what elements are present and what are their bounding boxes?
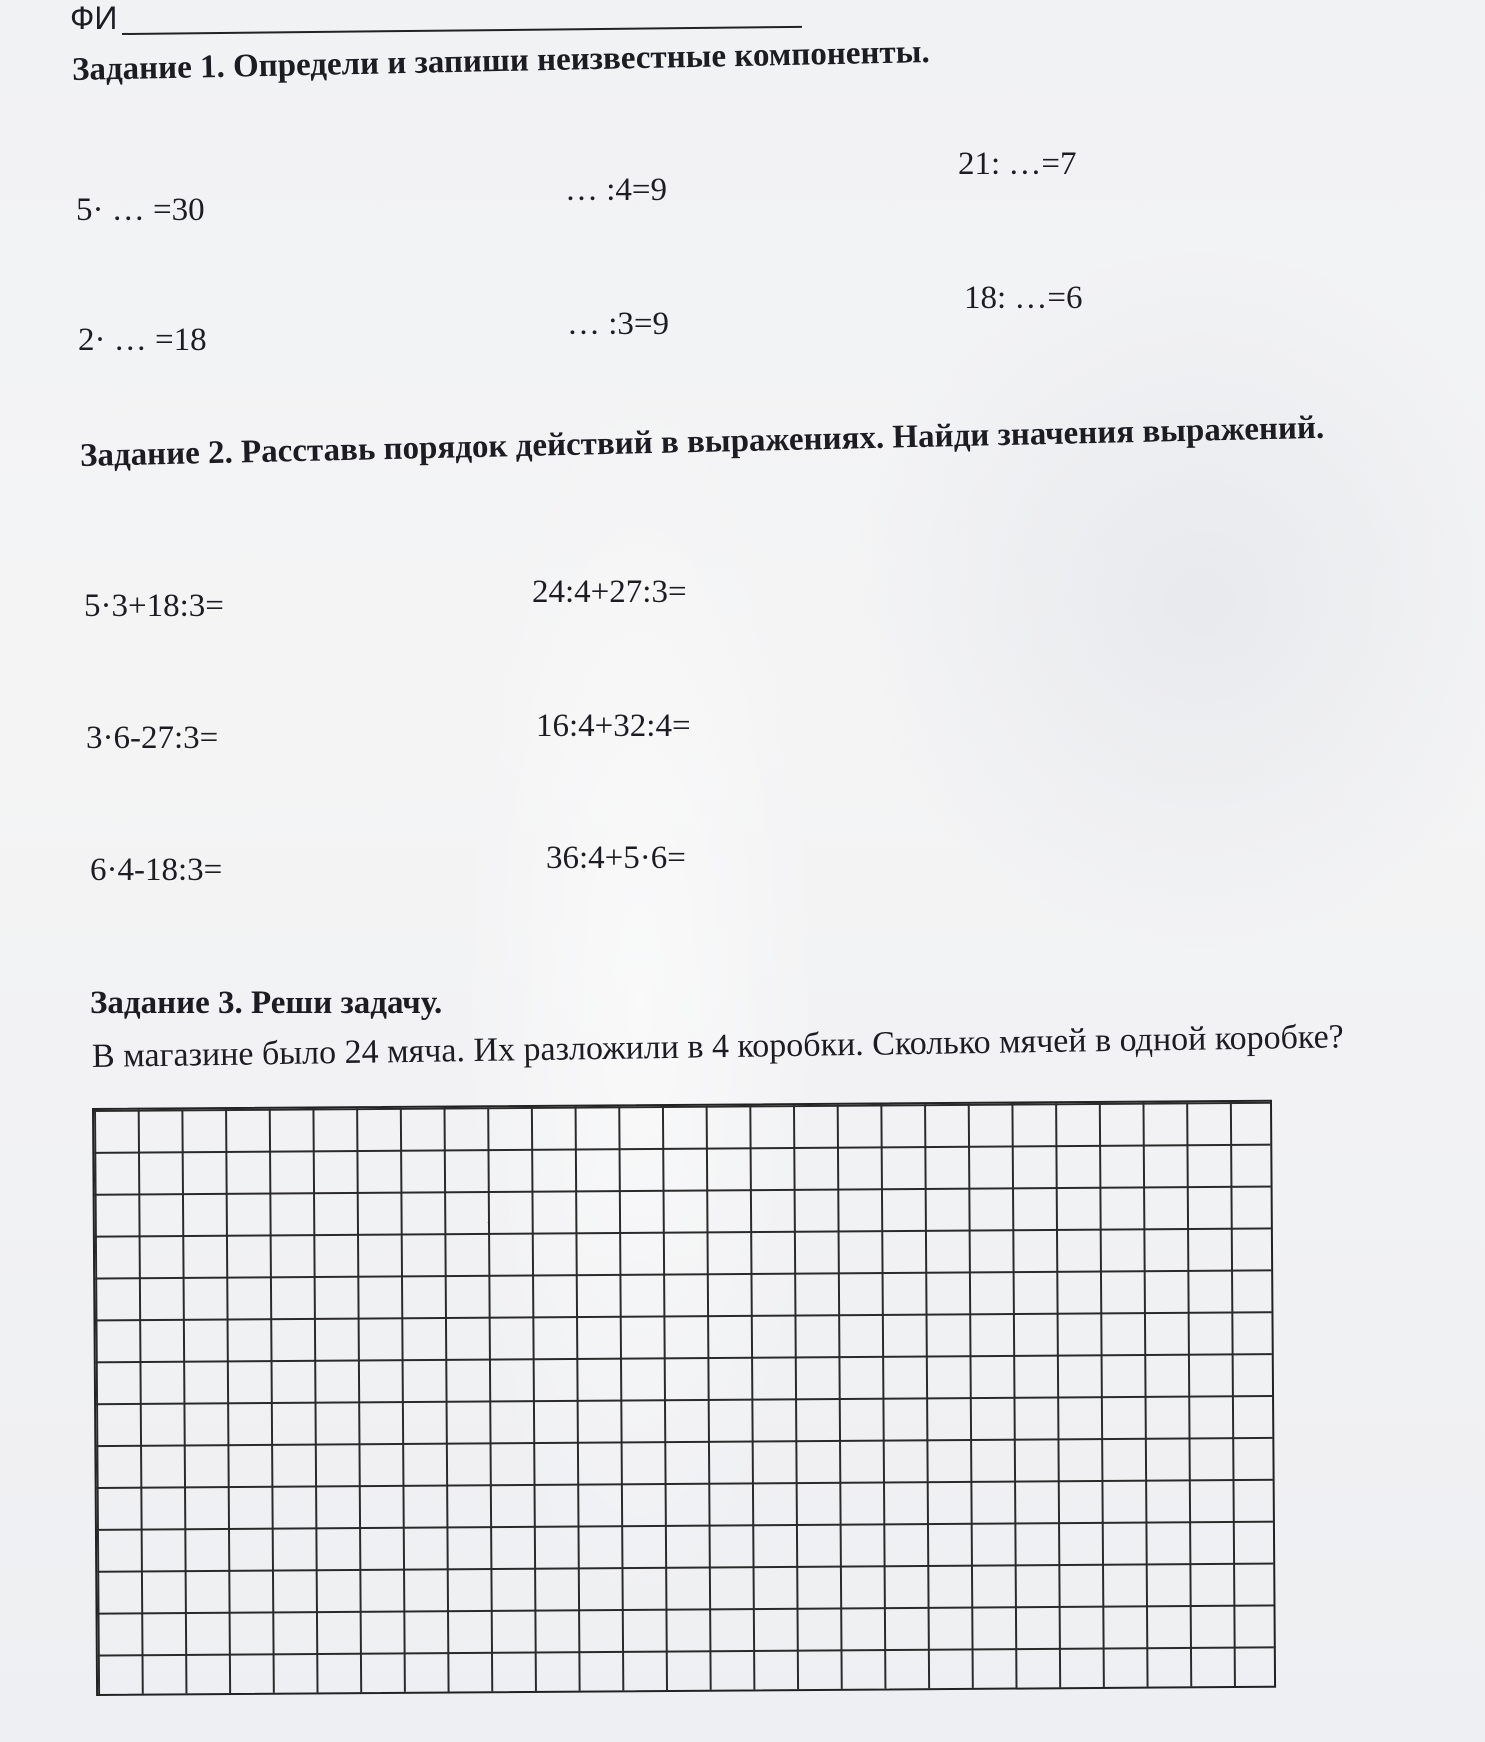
task2-expression-2: 24:4+27:3= — [532, 574, 687, 610]
answer-grid — [92, 1100, 1276, 1696]
task2-expression-6: 36:4+5·6= — [546, 840, 686, 876]
task1-expression-1: 5· … =30 — [76, 192, 205, 228]
task2-expression-3: 3·6-27:3= — [86, 720, 219, 756]
task2-expression-4: 16:4+32:4= — [536, 708, 691, 744]
task1-expression-5: … :3=9 — [567, 306, 670, 342]
task3-problem-text: В магазине было 24 мяча. Их разложили в 4 коробки. Сколько мячей в одной коробке? — [91, 1018, 1345, 1075]
name-label: ФИ — [70, 0, 118, 36]
task2-expression-1: 5·3+18:3= — [84, 588, 224, 624]
task2-expression-5: 6·4-18:3= — [90, 852, 223, 888]
task1-expression-3: 21: …=7 — [958, 146, 1077, 182]
task3-heading: Задание 3. Реши задачу. — [90, 985, 443, 1021]
task1-expression-4: 2· … =18 — [78, 322, 207, 358]
task1-expression-2: … :4=9 — [565, 172, 668, 208]
task2-heading: Задание 2. Расставь порядок действий в выражениях. Найди значения выражений. — [79, 409, 1325, 474]
task1-heading: Задание 1. Определи и запиши неизвестные компоненты. — [71, 34, 931, 88]
task1-expression-6: 18: …=6 — [964, 280, 1083, 316]
name-underline — [122, 26, 802, 35]
